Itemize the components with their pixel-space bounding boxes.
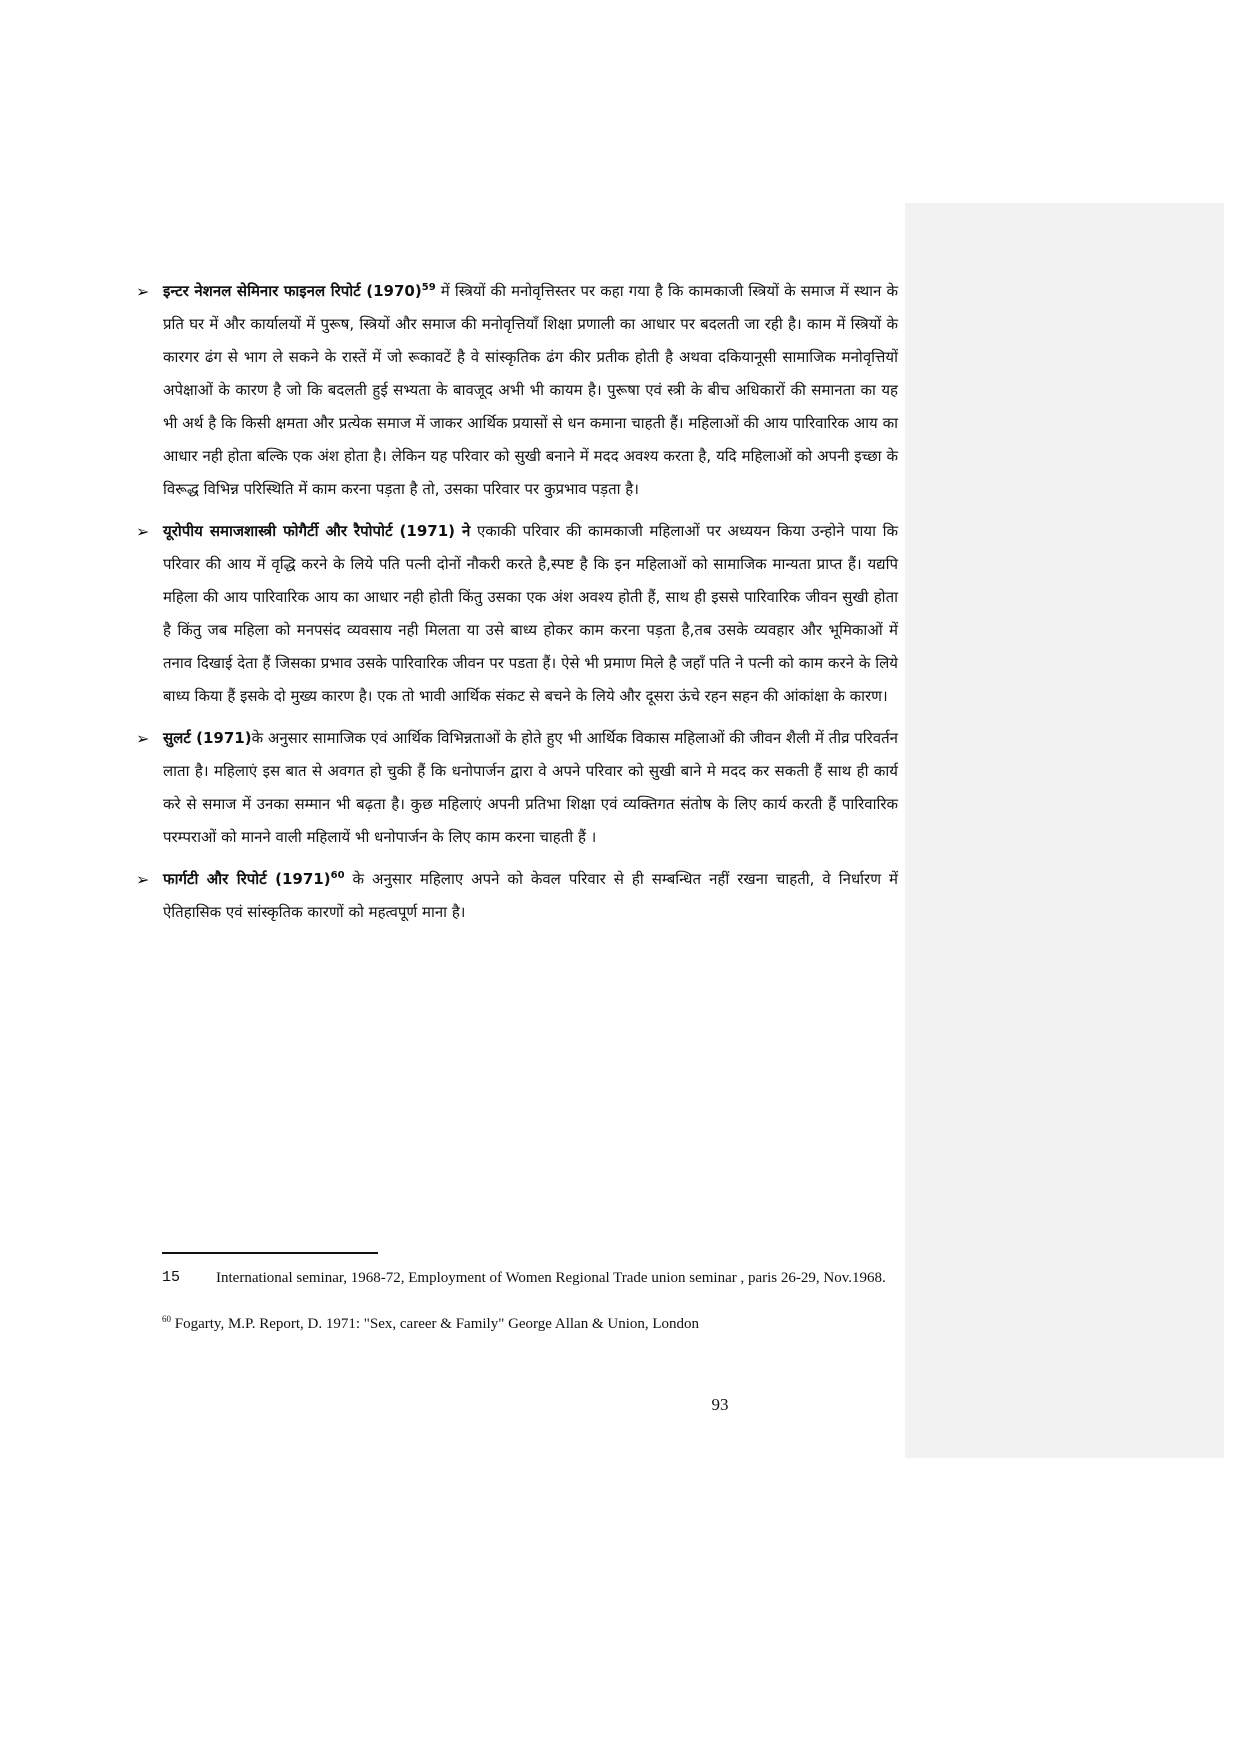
- arrow-bullet-icon: ➢: [136, 729, 150, 748]
- bullet-heading: फार्गटी और रिपोर्ट (1971): [163, 870, 331, 888]
- bullet-heading: सुलर्ट (1971): [163, 729, 252, 747]
- bullet-body: के अनुसार महिलाए अपने को केवल परिवार से ही सम्बन्धित नहीं रखना चाहती, वे निर्धारण में ऐतिहासिक एवं सांस्कृतिक कारणों को महत्वपूर्ण माना है।: [163, 870, 899, 921]
- bullet-item: [136, 515, 898, 713]
- arrow-bullet-icon: ➢: [136, 282, 150, 301]
- bullet-heading: यूरोपीय समाजशास्त्री फोगैर्टी और रैपोपोर्ट (1971) ने: [163, 522, 471, 540]
- arrow-bullet-icon: ➢: [136, 870, 150, 889]
- footnotes: [162, 1252, 898, 1335]
- bullet-body: के अनुसार सामाजिक एवं आर्थिक विभिन्नताओं के होते हुए भी आर्थिक विकास महिलाओं की जीवन शैली में तीव्र परिवर्तन लाता है। महिलाएं इस बात से अवगत हो चुकी हैं कि धनोपार्जन द्वारा वे अपने परिवार को सुखी बाने मे मदद कर सकती हैं साथ ही कार्य करे से समाज में उनका सम्मान भी बढ़ता है। कुछ महिलाएं अपनी प्रतिभा शिक्षा एवं व्यक्तिगत संतोष के लिए कार्य करती हैं पारिवारिक परम्पराओं को मानने वाली महिलायें भी धनोपार्जन के लिए काम करना चाहती हैं ।: [163, 729, 898, 846]
- bullet-item: [136, 863, 898, 929]
- footnote-text: Fogarty, M.P. Report, D. 1971: "Sex, career & Family" George Allan & Union, London: [171, 1316, 700, 1332]
- footnote-2: [162, 1308, 898, 1335]
- comment-pane: [905, 203, 1224, 1458]
- footnote-ref: 59: [421, 282, 436, 293]
- footnote-1: [162, 1264, 898, 1292]
- bullet-heading: इन्टर नेशनल सेमिनार फाइनल रिपोर्ट (1970): [163, 282, 422, 300]
- footnote-number: 15: [162, 1269, 181, 1286]
- bullet-body: एकाकी परिवार की कामकाजी महिलाओं पर अध्ययन किया उन्होने पाया कि परिवार की आय में वृद्धि करने के लिये पति पत्नी दोनों नौकरी करते है,स्पष्ट है कि इन महिलाओं को सामाजिक मान्यता प्राप्त हैं। यद्यपि महिला की आय पारिवारिक आय का आधार नही होती किंतु उसका एक अंश अवश्य होती हैं, साथ ही इससे पारिवारिक जीवन सुखी होता है किंतु जब महिला को मनपसंद व्यवसाय नही मिलता या उसे बाध्य होकर काम करना पड़ता है,तब उसके व्यवहार और भूमिकाओं में तनाव दिखाई देता हैं जिसका प्रभाव उसके पारिवारिक जीवन पर पडता हैं। ऐसे भी प्रमाण मिले है जहॉं पति ने पत्नी को काम करने के लिये बाध्य किया हैं इसके दो मुख्य कारण है। एक तो भावी आर्थिक संकट से बचने के लिये और दूसरा ऊंचे रहन सहन की आंकांक्षा के कारण।: [163, 522, 898, 705]
- bullet-item: [136, 722, 898, 854]
- arrow-bullet-icon: ➢: [136, 522, 150, 541]
- footnote-ref: 60: [330, 870, 345, 881]
- footnote-text: International seminar, 1968-72, Employment of Women Regional Trade union seminar , paris 26-29, Nov.1968.: [216, 1270, 886, 1286]
- bullet-item: [136, 275, 898, 506]
- bullet-body: में स्त्रियों की मनोवृत्तिस्तर पर कहा गया है कि कामकाजी स्त्रियों के समाज में स्थान के प्रति घर में और कार्यालयों में पुरूष, स्त्रियों और समाज की मनोवृत्तियॉं शिक्षा प्रणाली का आधार पर बदलती जा रही है। काम में स्त्रियों के कारगर ढंग से भाग ले सकने के रास्तें में जो रूकावटें है वे सांस्कृतिक ढंग कीर प्रतीक होती है अथवा दकियानूसी सामाजिक मनोवृत्तियों अपेक्षाओं के कारण है जो कि बदलती हुई सभ्यता के बावजूद अभी भी कायम है। पुरूषा एवं स्त्री के बीच अधिकारों की समानता का यह भी अर्थ है कि किसी क्षमता और प्रत्येक समाज में जाकर आर्थिक प्रयासों से धन कमाना चाहती हैं। महिलाओं की आय पारिवारिक आय का आधार नही होता बल्कि एक अंश होता है। लेकिन यह परिवार को सुखी बनाने में मदद अवश्य करता है, यदि महिलाओं को अपनी इच्छा के विरूद्ध विभिन्न परिस्थिति में काम करना पड़ता है तो, उसका परिवार पर कुप्रभाव पड़ता है।: [163, 282, 899, 498]
- footnote-divider: [162, 1252, 378, 1254]
- page-number: 93: [711, 1395, 729, 1414]
- footnote-number: 60: [162, 1314, 171, 1324]
- main-content: [136, 275, 898, 938]
